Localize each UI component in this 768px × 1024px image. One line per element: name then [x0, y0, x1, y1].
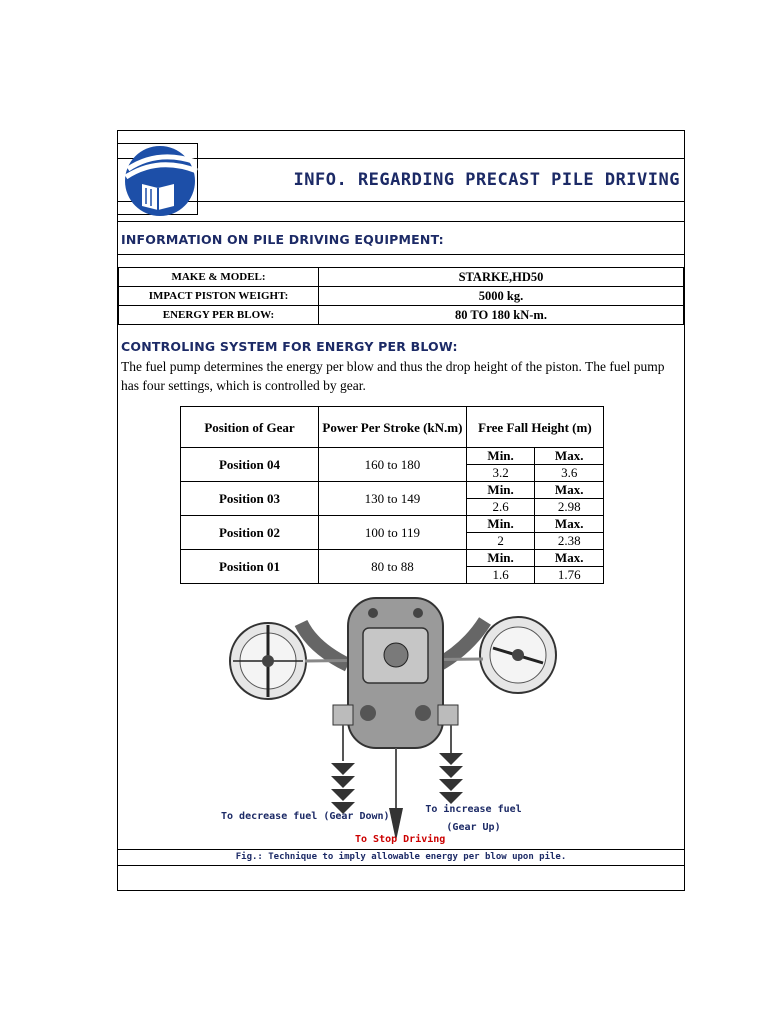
- control-heading: CONTROLING SYSTEM FOR ENERGY PER BLOW:: [121, 339, 458, 354]
- table-row: [119, 306, 684, 325]
- table-row: [119, 268, 684, 287]
- max-value: 1.76: [535, 567, 604, 584]
- table-row: [181, 550, 604, 567]
- stop-driving-label: To Stop Driving: [355, 834, 446, 845]
- gear-power: 160 to 180: [319, 448, 467, 482]
- max-label: Max.: [535, 482, 604, 499]
- table-row: [181, 448, 604, 465]
- max-value: 3.6: [535, 465, 604, 482]
- gear-power: 100 to 119: [319, 516, 467, 550]
- max-value: 2.98: [535, 499, 604, 516]
- gear-position: Position 03: [181, 482, 319, 516]
- weight-label: IMPACT PISTON WEIGHT:: [119, 287, 319, 306]
- control-description: The fuel pump determines the energy per blow and thus the drop height of the piston. The fuel pump has four settings, which is controlled by gear.: [121, 359, 665, 393]
- table-row: [119, 287, 684, 306]
- max-label: Max.: [535, 448, 604, 465]
- max-label: Max.: [535, 516, 604, 533]
- table-header-row: [181, 407, 604, 448]
- min-value: 2: [466, 533, 535, 550]
- header-position: Position of Gear: [181, 407, 319, 448]
- equipment-heading: INFORMATION ON PILE DRIVING EQUIPMENT:: [121, 232, 444, 247]
- logo-frame: [118, 143, 198, 215]
- min-label: Min.: [466, 516, 535, 533]
- table-row: [181, 482, 604, 499]
- min-label: Min.: [466, 482, 535, 499]
- right-gauge-icon: [480, 617, 556, 693]
- energy-value: 80 TO 180 kN-m.: [319, 306, 684, 325]
- min-label: Min.: [466, 550, 535, 567]
- book-logo-icon: [118, 144, 198, 216]
- gear-position: Position 02: [181, 516, 319, 550]
- left-gauge-icon: [230, 623, 306, 699]
- figure-caption: Fig.: Technique to imply allowable energy per blow upon pile.: [235, 852, 567, 862]
- gear-power: 130 to 149: [319, 482, 467, 516]
- weight-value: 5000 kg.: [319, 287, 684, 306]
- header-height: Free Fall Height (m): [466, 407, 603, 448]
- divider: [118, 201, 684, 202]
- min-value: 3.2: [466, 465, 535, 482]
- header-power: Power Per Stroke (kN.m): [319, 407, 467, 448]
- gear-position: Position 04: [181, 448, 319, 482]
- max-label: Max.: [535, 550, 604, 567]
- divider: [118, 254, 684, 255]
- page-title: INFO. REGARDING PRECAST PILE DRIVING: [293, 170, 680, 190]
- chevron-down-icon: [439, 753, 463, 804]
- document-sheet: [117, 130, 685, 891]
- divider: [118, 324, 684, 325]
- max-value: 2.38: [535, 533, 604, 550]
- chevron-down-icon: [331, 763, 355, 814]
- energy-label: ENERGY PER BLOW:: [119, 306, 319, 325]
- gear-table: [180, 406, 604, 584]
- equipment-table: [118, 267, 684, 325]
- min-value: 2.6: [466, 499, 535, 516]
- gear-power: 80 to 88: [319, 550, 467, 584]
- min-label: Min.: [466, 448, 535, 465]
- decrease-fuel-label: To decrease fuel (Gear Down): [221, 811, 390, 822]
- divider: [118, 849, 684, 850]
- divider: [118, 865, 684, 866]
- make-value: STARKE,HD50: [319, 268, 684, 287]
- make-label: MAKE & MODEL:: [119, 268, 319, 287]
- increase-fuel-label: To increase fuel (Gear Up): [425, 804, 522, 833]
- min-value: 1.6: [466, 567, 535, 584]
- table-row: [181, 516, 604, 533]
- gear-position: Position 01: [181, 550, 319, 584]
- divider: [118, 221, 684, 222]
